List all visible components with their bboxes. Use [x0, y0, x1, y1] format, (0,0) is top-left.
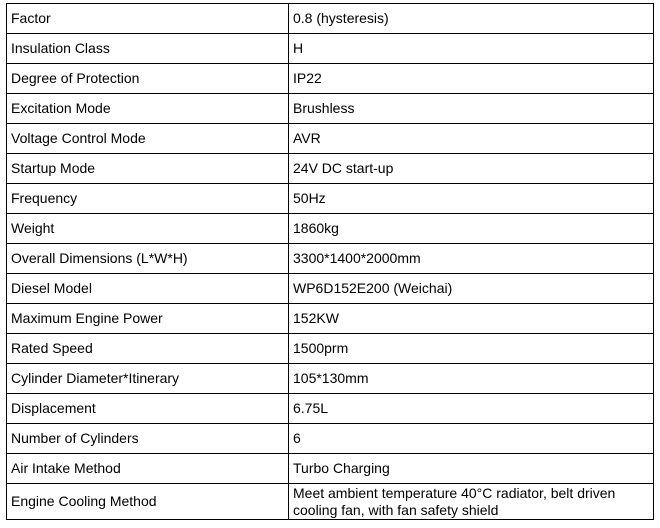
table-row: [7, 334, 654, 364]
table-row: [7, 64, 654, 94]
table-row: [7, 124, 654, 154]
table-row: [7, 154, 654, 184]
table-row: [7, 454, 654, 484]
spec-label: Voltage Control Mode: [7, 124, 289, 154]
table-row: [7, 244, 654, 274]
spec-value: 1860kg: [289, 214, 654, 244]
specification-table: [6, 3, 654, 520]
spec-label: Factor: [7, 4, 289, 34]
spec-value: Meet ambient temperature 40°C radiator, belt driven cooling fan, with fan safety shield: [289, 484, 654, 520]
spec-label: Maximum Engine Power: [7, 304, 289, 334]
table-row: [7, 34, 654, 64]
table-row: [7, 274, 654, 304]
spec-label: Diesel Model: [7, 274, 289, 304]
spec-label: Frequency: [7, 184, 289, 214]
spec-value: 50Hz: [289, 184, 654, 214]
table-row: [7, 394, 654, 424]
spec-label: Displacement: [7, 394, 289, 424]
spec-value: H: [289, 34, 654, 64]
table-row: [7, 484, 654, 520]
table-row: [7, 4, 654, 34]
spec-value: 24V DC start-up: [289, 154, 654, 184]
spec-value: IP22: [289, 64, 654, 94]
spec-value: AVR: [289, 124, 654, 154]
spec-label: Startup Mode: [7, 154, 289, 184]
spec-value: Turbo Charging: [289, 454, 654, 484]
table-row: [7, 364, 654, 394]
spec-value: 1500prm: [289, 334, 654, 364]
spec-value: 3300*1400*2000mm: [289, 244, 654, 274]
spec-value: 6: [289, 424, 654, 454]
spec-value: 152KW: [289, 304, 654, 334]
table-row: [7, 214, 654, 244]
spec-value: 105*130mm: [289, 364, 654, 394]
spec-value: Brushless: [289, 94, 654, 124]
spec-label: Degree of Protection: [7, 64, 289, 94]
table-row: [7, 304, 654, 334]
spec-label: Overall Dimensions (L*W*H): [7, 244, 289, 274]
spec-label: Number of Cylinders: [7, 424, 289, 454]
spec-label: Rated Speed: [7, 334, 289, 364]
spec-label: Excitation Mode: [7, 94, 289, 124]
spec-label: Weight: [7, 214, 289, 244]
spec-value: WP6D152E200 (Weichai): [289, 274, 654, 304]
spec-label: Insulation Class: [7, 34, 289, 64]
table-row: [7, 94, 654, 124]
spec-label: Air Intake Method: [7, 454, 289, 484]
spec-label: Cylinder Diameter*Itinerary: [7, 364, 289, 394]
spec-value: 6.75L: [289, 394, 654, 424]
spec-value: 0.8 (hysteresis): [289, 4, 654, 34]
table-row: [7, 424, 654, 454]
spec-label: Engine Cooling Method: [7, 484, 289, 520]
table-row: [7, 184, 654, 214]
